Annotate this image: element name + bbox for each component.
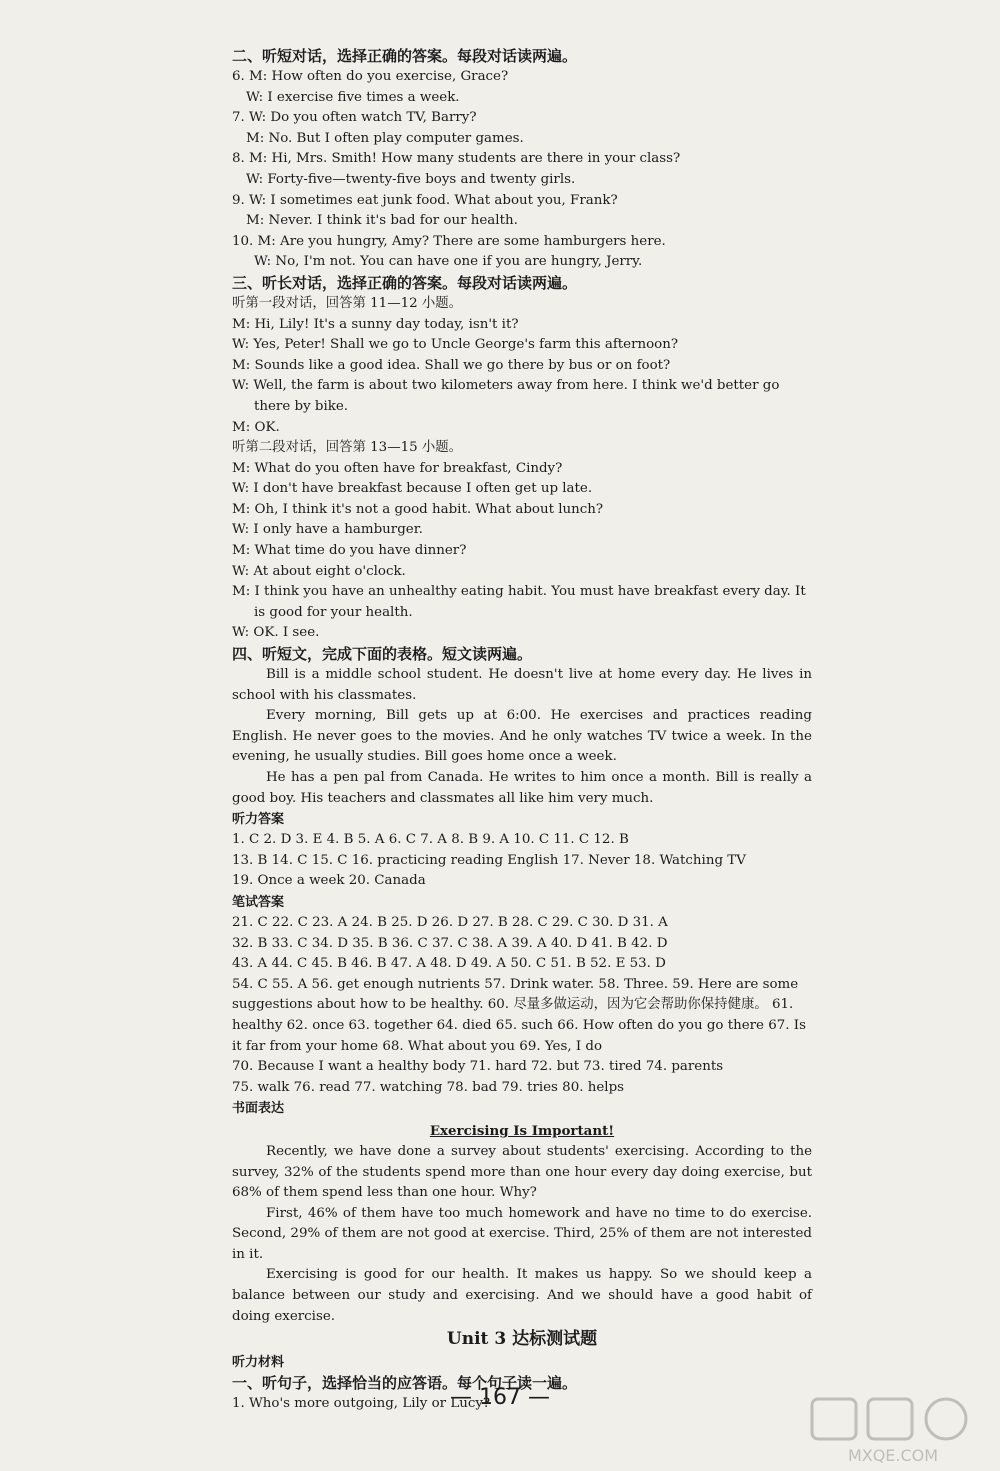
answer-line: 54. C 55. A 56. get enough nutrients 57. Drink water. 58. Three. 59. Here are some suggestions about how to be healthy. 60. 尽量多做运动，因为它会帮助你保持健康。 61. healthy 62. once 63. together 64. died 65. such 66. How often do you go there 67. Is it far from your home 68. What about you 69. Yes, I do xyxy=(232,976,806,1054)
dialogue-line: M: What do you often have for breakfast, Cindy? xyxy=(232,460,563,476)
question-line: 1. Who's more outgoing, Lily or Lucy? xyxy=(232,1395,491,1411)
essay-paragraph: Exercising is good for our health. It makes us happy. So we should keep a balance between our study and exercising. And we should have a good habit of doing exercise. xyxy=(232,1267,812,1324)
listening-answers-heading: 听力答案 xyxy=(232,812,285,828)
essay-paragraph: First, 46% of them have too much homework and have no time to do exercise. Second, 29% of them are not good at exercise. Third, 25% of them are not interested in it. xyxy=(232,1205,812,1262)
answer-line: 1. C 2. D 3. E 4. B 5. A 6. C 7. A 8. B 9. A 10. C 11. C 12. B xyxy=(232,832,629,848)
answer-line: 75. walk 76. read 77. watching 78. bad 79. tries 80. helps xyxy=(232,1079,625,1095)
watermark-text: MXQE.COM xyxy=(847,1446,939,1465)
dialogue-line: 8. M: Hi, Mrs. Smith! How many students are there in your class? xyxy=(232,151,681,167)
section-2-heading: 二、听短对话，选择正确的答案。每段对话读两遍。 xyxy=(232,47,578,65)
section-4-heading: 四、听短文，完成下面的表格。短文读两遍。 xyxy=(232,645,533,664)
listening-material-heading: 听力材料 xyxy=(232,1354,285,1370)
passage-paragraph: Every morning, Bill gets up at 6:00. He exercises and practices reading English. He never goes to the movies. And he only watches TV twice a week. In the evening, he usually studies. Bill goes home once a week. xyxy=(232,708,812,765)
dialogue-line: M: Sounds like a good idea. Shall we go there by bus or on foot? xyxy=(232,357,671,373)
essay-title: Exercising Is Important! xyxy=(429,1123,615,1140)
dialogue-line: M: No. But I often play computer games. xyxy=(246,130,524,146)
section-3-heading: 三、听长对话，选择正确的答案。每段对话读两遍。 xyxy=(232,273,578,292)
dialogue-line: W: OK. I see. xyxy=(232,625,320,641)
answer-line: 13. B 14. C 15. C 16. practicing reading English 17. Never 18. Watching TV xyxy=(232,852,746,868)
dialogue-line: 9. W: I sometimes eat junk food. What about you, Frank? xyxy=(232,192,618,208)
passage-paragraph: He has a pen pal from Canada. He writes to him once a month. Bill is really a good boy. His teachers and classmates all like him very much. xyxy=(232,770,812,806)
document-page xyxy=(232,46,812,1414)
dialogue-line: W: I don't have breakfast because I often get up late. xyxy=(232,481,593,497)
dialogue-line: W: I exercise five times a week. xyxy=(246,89,460,105)
dialogue-line: M: I think you have an unhealthy eating habit. You must have breakfast every day. It is good for your health. xyxy=(232,584,806,620)
dialogue-line: 7. W: Do you often watch TV, Barry? xyxy=(232,110,477,126)
watermark-icon xyxy=(808,1395,978,1467)
written-answers-heading: 笔试答案 xyxy=(232,894,285,910)
answer-line: 32. B 33. C 34. D 35. B 36. C 37. C 38. A 39. A 40. D 41. B 42. D xyxy=(232,935,668,951)
dialogue-line: 6. M: How often do you exercise, Grace? xyxy=(232,69,509,84)
dialogue-line: W: I only have a hamburger. xyxy=(232,522,423,538)
dialogue-line: M: Oh, I think it's not a good habit. What about lunch? xyxy=(232,501,604,517)
unit-title: Unit 3 达标测试题 xyxy=(446,1329,598,1350)
answer-line: 70. Because I want a healthy body 71. hard 72. but 73. tired 74. parents xyxy=(232,1059,724,1075)
answer-line: 21. C 22. C 23. A 24. B 25. D 26. D 27. B 28. C 29. C 30. D 31. A xyxy=(232,914,668,930)
dialogue-line: M: What time do you have dinner? xyxy=(232,543,467,559)
watermark-logo xyxy=(808,1395,978,1467)
dialogue-line: W: Forty-five—twenty-five boys and twenty girls. xyxy=(246,171,576,187)
dialogue-line: M: Hi, Lily! It's a sunny day today, isn't it? xyxy=(232,316,519,332)
dialogue-line: W: Well, the farm is about two kilometers away from here. I think we'd better go there by bike. xyxy=(232,378,780,414)
dialogue-intro: 听第一段对话，回答第 11—12 小题。 xyxy=(232,295,463,311)
dialogue-line: 10. M: Are you hungry, Amy? There are some hamburgers here. xyxy=(232,233,666,249)
dialogue-line: M: OK. xyxy=(232,419,280,435)
dialogue-line: W: Yes, Peter! Shall we go to Uncle George's farm this afternoon? xyxy=(232,337,679,353)
passage-paragraph: Bill is a middle school student. He doesn't live at home every day. He lives in school with his classmates. xyxy=(232,667,812,703)
dialogue-intro: 听第二段对话，回答第 13—15 小题。 xyxy=(232,440,463,456)
page-number: — 167 — xyxy=(450,1385,550,1410)
essay-paragraph: Recently, we have done a survey about students' exercising. According to the survey, 32% of the students spend more than one hour every day doing exercise, but 68% of them spend less than one hour. Why? xyxy=(232,1143,812,1201)
dialogue-line: W: No, I'm not. You can have one if you are hungry, Jerry. xyxy=(254,254,643,270)
answer-line: 43. A 44. C 45. B 46. B 47. A 48. D 49. A 50. C 51. B 52. E 53. D xyxy=(232,956,666,972)
dialogue-line: M: Never. I think it's bad for our health. xyxy=(246,213,518,229)
writing-heading: 书面表达 xyxy=(232,1101,285,1117)
answer-line: 19. Once a week 20. Canada xyxy=(232,873,426,889)
unit3-section-1-heading: 一、听句子，选择恰当的应答语。每个句子读一遍。 xyxy=(232,1373,578,1392)
dialogue-line: W: At about eight o'clock. xyxy=(232,563,406,579)
